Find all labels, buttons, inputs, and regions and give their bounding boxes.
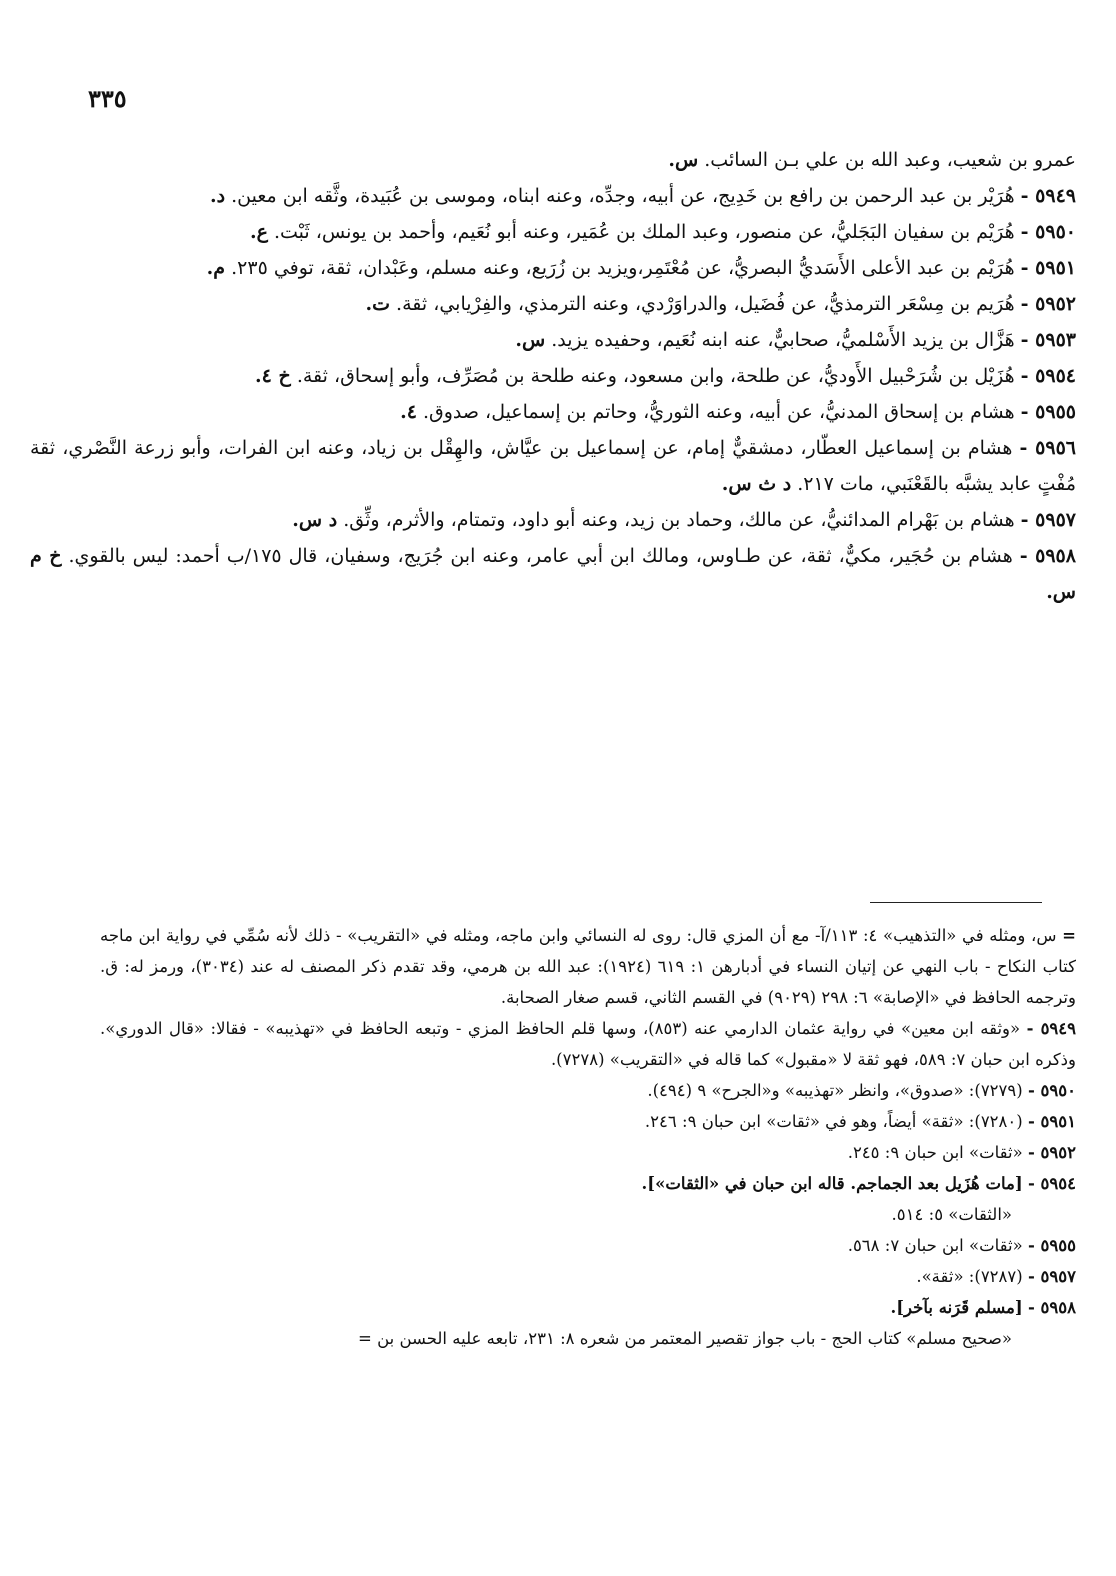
entry: ٥٩٥٣ - هَزَّال بن يزيد الأَسْلميُّ، صحابيٌّ، عنه ابنه نُعَيم، وحفيده يزيد. س. — [515, 329, 1076, 351]
entry: ٥٩٤٩ - هُرَيْر بن عبد الرحمن بن رافع بن خَدِيج، عن أبيه، وجدِّه، وعنه ابناه، وموسى بن عُبَيدة، وثَّقه ابن معين. د. — [209, 185, 1076, 207]
entry: ٥٩٥٢ - هُرَيم بن مِسْعَر الترمذيُّ، عن فُضَيل، والدراوَرْدي، وعنه الترمذي، والفِرْيابي، ثقة. ت. — [365, 293, 1076, 315]
footnote: ٥٩٥٠ - (٧٢٧٩): «صدوق»، وانظر «تهذيبه» و«الجرح» ٩ (٤٩٤). — [647, 1081, 1076, 1100]
entry: ٥٩٥١ - هُرَيْم بن عبد الأعلى الأَسَديُّ البصريُّ، عن مُعْتَمِر،ويزيد بن زُرَيع، وعنه مسلم، وعَبْدان، ثقة، توفي ٢٣٥. م. — [206, 257, 1076, 279]
footnote: ٥٩٥٢ - «ثقات» ابن حبان ٩: ٢٤٥. — [847, 1143, 1076, 1162]
footnote: ٥٩٥٨ - [مسلم قَرَنه بآخر]. — [890, 1298, 1076, 1317]
entry: ٥٩٥٤ - هُزَيْل بن شُرَحْبيل الأَوديُّ، عن طلحة، وابن مسعود، وعنه طلحة بن مُصَرِّف، وأبو إسحاق، ثقة. خ ٤. — [255, 365, 1076, 387]
footnote: ٥٩٥٧ - (٧٢٨٧): «ثقة». — [916, 1267, 1076, 1286]
entry: ٥٩٥٧ - هشام بن بَهْرام المدائنيُّ، عن مالك، وحماد بن زيد، وعنه أبو داود، وتمتام، والأثرم، وثِّق. د س. — [292, 509, 1076, 531]
page-number: ٣٣٥ — [88, 84, 127, 113]
footnotes — [100, 920, 1076, 1354]
entry: ٥٩٥٨ - هشام بن حُجَير، مكيٌّ، ثقة، عن طـاوس، ومالك ابن أبي عامر، وعنه ابن جُرَيج، وسفيان، قال ١٧٥/ب أحمد: ليس بالقوي. خ م س. — [30, 545, 1076, 603]
footnote: ٥٩٤٩ - «وثقه ابن معين» في رواية عثمان الدارمي عنه (٨٥٣)، وسها قلم الحافظ المزي - وتبعه الحافظ في «تهذيبه» - فقالا: «قال الدوري». وذكره ابن حبان ٧: ٥٨٩، فهو ثقة لا «مقبول» كما قاله في «التقريب» (٧٢٧٨). — [100, 1019, 1077, 1069]
entry: ٥٩٥٦ - هشام بن إسماعيل العطّار، دمشقيٌّ إمام، عن إسماعيل بن عيَّاش، والهِقْل بن زياد، وعنه ابن الفرات، وأبو زرعة النَّصْري، ثقة مُفْتٍ عابد يشبَّه بالقَعْنَبي، مات ٢١٧. د ث س. — [30, 437, 1076, 495]
entry: ٥٩٥٠ - هُرَيْم بن سفيان البَجَليُّ، عن منصور، وعبد الملك بن عُمَير، وعنه أبو نُعَيم، وأحمد بن يونس، ثَبْت. ع. — [249, 221, 1076, 243]
footnote: ٥٩٥١ - (٧٢٨٠): «ثقة» أيضاً، وهو في «ثقات» ابن حبان ٩: ٢٤٦. — [644, 1112, 1076, 1131]
footnote: = س، ومثله في «التذهيب» ٤: ١١٣/آ- مع أن المزي قال: روى له النسائي وابن ماجه، ومثله في «التقريب» - ذلك لأنه سُمِّي في رواية ابن ماجه كتاب النكاح - باب النهي عن إتيان النساء في أدبارهن ١: ٦١٩ (١٩٢٤): عبد الله بن هرمي، وقد تقدم ذكر المصنف له عند (٣٠٣٤)، ورمز له: ق. وترجمه الحافظ في «الإصابة» ٦: ٢٩٨ (٩٠٢٩) في القسم الثاني، قسم صغار الصحابة. — [100, 926, 1076, 1007]
footnote-divider — [870, 902, 1042, 903]
footnote: ٥٩٥٥ - «ثقات» ابن حبان ٧: ٥٦٨. — [847, 1236, 1076, 1255]
entry: عمرو بن شعيب، وعبد الله بن علي بـن السائب. س. — [668, 149, 1076, 171]
footnote-continuation: «صحيح مسلم» كتاب الحج - باب جواز تقصير المعتمر من شعره ٨: ٢٣١، تابعه عليه الحسن بن = — [358, 1329, 1012, 1348]
footnote-continuation: «الثقات» ٥: ٥١٤. — [891, 1205, 1012, 1224]
biography-entries — [30, 142, 1076, 610]
entry: ٥٩٥٥ - هشام بن إسحاق المدنيُّ، عن أبيه، وعنه الثوريُّ، وحاتم بن إسماعيل، صدوق. ٤. — [400, 401, 1076, 423]
footnote: ٥٩٥٤ - [مات هُزَيل بعد الجماجم. قاله ابن حبان في «الثقات»]. — [641, 1174, 1076, 1193]
